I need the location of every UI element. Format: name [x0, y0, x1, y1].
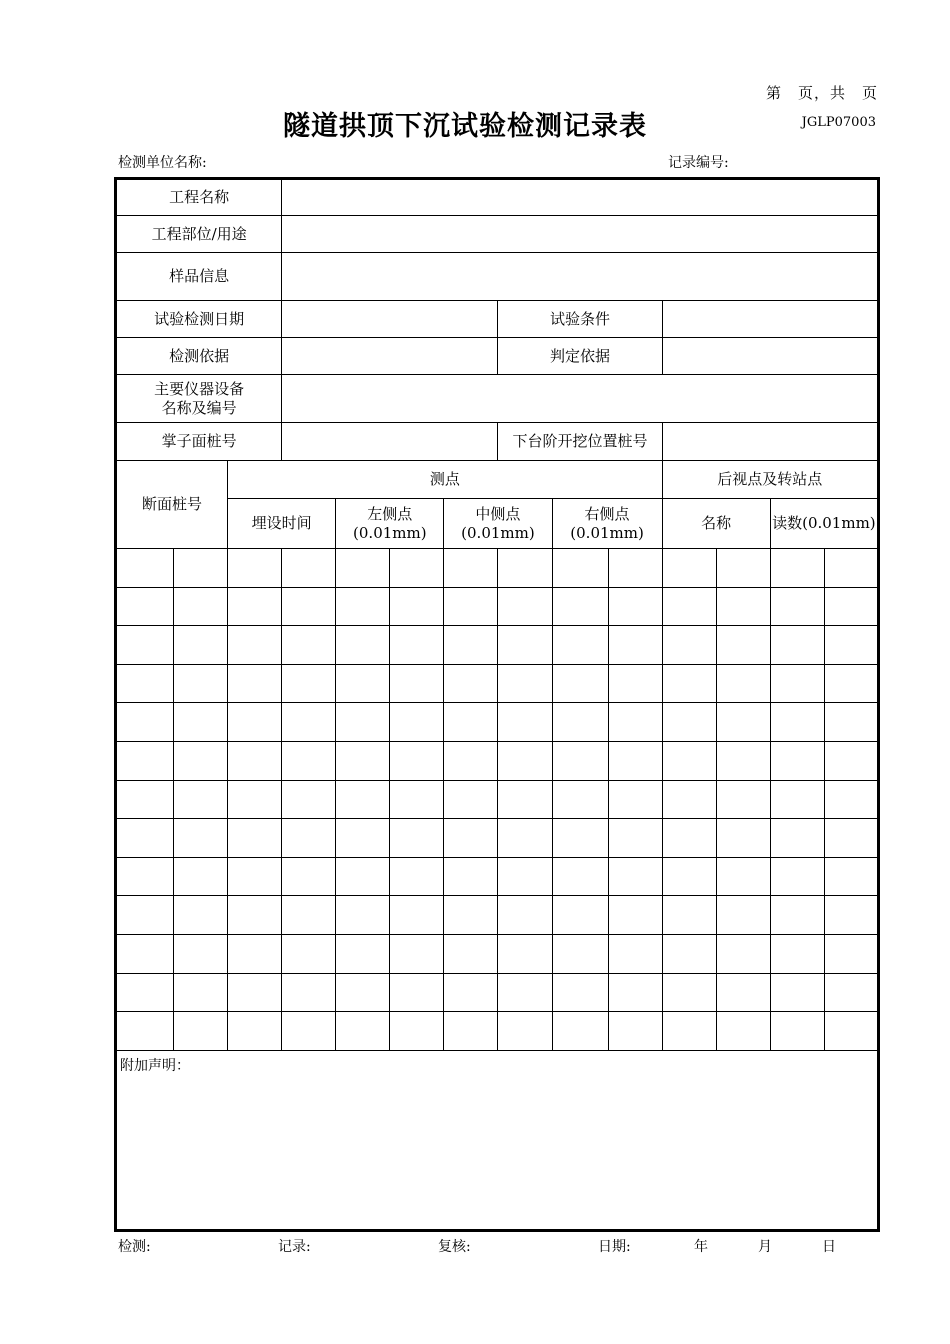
data-cell[interactable]: [608, 857, 662, 896]
data-cell[interactable]: [116, 857, 174, 896]
data-cell[interactable]: [498, 587, 552, 626]
judgment-basis-field[interactable]: [662, 338, 878, 375]
year-label: 年: [694, 1239, 708, 1255]
data-cell[interactable]: [552, 973, 608, 1012]
form-code: JGLP07003: [801, 115, 876, 130]
data-cell[interactable]: [770, 934, 824, 973]
table-row: [116, 973, 879, 1012]
data-cell[interactable]: [444, 819, 498, 858]
project-part-field[interactable]: [282, 216, 879, 253]
data-cell[interactable]: [228, 1012, 282, 1051]
data-cell[interactable]: [552, 780, 608, 819]
data-cell[interactable]: [716, 626, 770, 665]
test-basis-label: 检测依据: [116, 338, 282, 375]
data-cell[interactable]: [228, 587, 282, 626]
data-cell[interactable]: [282, 857, 336, 896]
data-cell[interactable]: [608, 741, 662, 780]
data-cell[interactable]: [662, 896, 716, 935]
table-row: [116, 587, 879, 626]
burial-time-header: 埋设时间: [228, 499, 336, 549]
data-cell[interactable]: [390, 626, 444, 665]
data-cell[interactable]: [824, 703, 878, 742]
data-cell[interactable]: [608, 1012, 662, 1051]
data-cell[interactable]: [282, 587, 336, 626]
data-cell[interactable]: [174, 587, 228, 626]
data-cell[interactable]: [824, 934, 878, 973]
data-cell[interactable]: [116, 780, 174, 819]
data-cell[interactable]: [444, 934, 498, 973]
table-row: [116, 703, 879, 742]
table-row: [116, 934, 879, 973]
data-cell[interactable]: [282, 626, 336, 665]
data-cell[interactable]: [444, 626, 498, 665]
data-cell[interactable]: [716, 549, 770, 588]
data-cell[interactable]: [716, 1012, 770, 1051]
data-cell[interactable]: [498, 1012, 552, 1051]
table-row: [116, 626, 879, 665]
data-cell[interactable]: [444, 664, 498, 703]
data-cell[interactable]: [282, 664, 336, 703]
tester-label: 检测:: [118, 1239, 151, 1255]
data-cell[interactable]: [116, 973, 174, 1012]
data-cell[interactable]: [336, 587, 390, 626]
data-cell[interactable]: [770, 703, 824, 742]
data-cell[interactable]: [498, 819, 552, 858]
bench-station-label: 下台阶开挖位置桩号: [498, 423, 662, 461]
testing-unit-label: 检测单位名称:: [118, 155, 207, 171]
data-cell[interactable]: [608, 549, 662, 588]
reviewer-label: 复核:: [438, 1239, 471, 1255]
data-cell[interactable]: [716, 587, 770, 626]
table-row: [116, 549, 879, 588]
project-name-field[interactable]: [282, 179, 879, 216]
data-cell[interactable]: [662, 587, 716, 626]
data-cell[interactable]: [662, 819, 716, 858]
data-cell[interactable]: [282, 741, 336, 780]
data-cell[interactable]: [444, 973, 498, 1012]
data-cell[interactable]: [824, 1012, 878, 1051]
left-point-header: [336, 499, 444, 549]
data-cell[interactable]: [608, 819, 662, 858]
data-cell[interactable]: [770, 819, 824, 858]
data-cell[interactable]: [552, 1012, 608, 1051]
backsight-header: 后视点及转站点: [662, 461, 878, 499]
data-cell[interactable]: [282, 549, 336, 588]
middle-point-label: 中侧点: [475, 504, 521, 523]
data-cell[interactable]: [282, 780, 336, 819]
data-cell[interactable]: [228, 626, 282, 665]
data-cell[interactable]: [228, 549, 282, 588]
measuring-points-header: 测点: [228, 461, 663, 499]
equipment-label: [116, 375, 282, 423]
data-cell[interactable]: [824, 896, 878, 935]
table-row: [116, 741, 879, 780]
page-title: 隧道拱顶下沉试验检测记录表: [283, 111, 647, 142]
data-cell[interactable]: [228, 819, 282, 858]
data-cell[interactable]: [390, 973, 444, 1012]
data-cell[interactable]: [228, 973, 282, 1012]
table-row: [116, 1012, 879, 1051]
data-cell[interactable]: [662, 1012, 716, 1051]
data-cell[interactable]: [824, 664, 878, 703]
data-cell[interactable]: [390, 587, 444, 626]
data-cell[interactable]: [552, 741, 608, 780]
data-cell[interactable]: [336, 819, 390, 858]
data-cell[interactable]: [498, 626, 552, 665]
data-cell[interactable]: [662, 664, 716, 703]
data-cell[interactable]: [390, 549, 444, 588]
project-name-label: 工程名称: [116, 179, 282, 216]
date-label: 日期:: [598, 1239, 631, 1255]
data-cell[interactable]: [552, 819, 608, 858]
data-cell[interactable]: [608, 587, 662, 626]
test-date-label: 试验检测日期: [116, 301, 282, 338]
data-cell[interactable]: [824, 819, 878, 858]
data-cell[interactable]: [336, 857, 390, 896]
data-cell[interactable]: [174, 741, 228, 780]
data-cell[interactable]: [282, 703, 336, 742]
data-cell[interactable]: [174, 819, 228, 858]
data-cell[interactable]: [228, 703, 282, 742]
data-cell[interactable]: [552, 587, 608, 626]
data-cell[interactable]: [174, 549, 228, 588]
data-cell[interactable]: [390, 780, 444, 819]
data-cell[interactable]: [228, 934, 282, 973]
data-cell[interactable]: [770, 1012, 824, 1051]
data-cell[interactable]: [116, 703, 174, 742]
data-cell[interactable]: [498, 780, 552, 819]
data-cell[interactable]: [608, 896, 662, 935]
test-basis-field[interactable]: [282, 338, 498, 375]
data-cell[interactable]: [336, 703, 390, 742]
equipment-field[interactable]: [282, 375, 879, 423]
data-cell[interactable]: [608, 703, 662, 742]
data-cell[interactable]: [444, 780, 498, 819]
data-cell[interactable]: [282, 819, 336, 858]
data-cell[interactable]: [824, 857, 878, 896]
data-cell[interactable]: [228, 741, 282, 780]
test-date-field[interactable]: [282, 301, 498, 338]
data-cell[interactable]: [282, 934, 336, 973]
data-cell[interactable]: [116, 549, 174, 588]
data-cell[interactable]: [770, 741, 824, 780]
data-cell[interactable]: [608, 780, 662, 819]
data-cell[interactable]: [336, 934, 390, 973]
bench-station-field[interactable]: [662, 423, 878, 461]
data-cell[interactable]: [662, 857, 716, 896]
data-cell[interactable]: [824, 780, 878, 819]
right-point-unit: (0.01mm): [570, 523, 644, 542]
data-cell[interactable]: [390, 934, 444, 973]
data-cell[interactable]: [608, 934, 662, 973]
record-table: [114, 177, 880, 1232]
data-cell[interactable]: [662, 973, 716, 1012]
test-conditions-field[interactable]: [662, 301, 878, 338]
data-cell[interactable]: [770, 587, 824, 626]
page-number: 第 页，共 页: [765, 84, 878, 102]
backsight-name-header: 名称: [662, 499, 770, 549]
data-cell[interactable]: [174, 896, 228, 935]
data-cell[interactable]: [444, 741, 498, 780]
data-cell[interactable]: [336, 741, 390, 780]
data-cell[interactable]: [498, 896, 552, 935]
data-cell[interactable]: [716, 780, 770, 819]
record-number-label: 记录编号:: [668, 155, 729, 171]
data-cell[interactable]: [770, 973, 824, 1012]
data-cell[interactable]: [116, 664, 174, 703]
data-cell[interactable]: [116, 587, 174, 626]
data-cell[interactable]: [552, 626, 608, 665]
data-cell[interactable]: [336, 664, 390, 703]
face-station-field[interactable]: [282, 423, 498, 461]
data-cell[interactable]: [390, 819, 444, 858]
recorder-label: 记录:: [278, 1239, 311, 1255]
data-cell[interactable]: [174, 857, 228, 896]
data-cell[interactable]: [336, 626, 390, 665]
data-cell[interactable]: [552, 857, 608, 896]
data-cell[interactable]: [552, 549, 608, 588]
data-cell[interactable]: [174, 664, 228, 703]
data-cell[interactable]: [716, 819, 770, 858]
data-cell[interactable]: [444, 1012, 498, 1051]
backsight-reading-header: 读数(0.01mm): [770, 499, 878, 549]
data-cell[interactable]: [608, 973, 662, 1012]
data-cell[interactable]: [770, 857, 824, 896]
test-conditions-label: 试验条件: [498, 301, 662, 338]
data-cell[interactable]: [662, 626, 716, 665]
data-cell[interactable]: [390, 896, 444, 935]
data-cell[interactable]: [770, 664, 824, 703]
data-cell[interactable]: [116, 934, 174, 973]
data-cell[interactable]: [770, 896, 824, 935]
data-cell[interactable]: [498, 934, 552, 973]
equipment-label-line2: 名称及编号: [161, 398, 237, 417]
data-cell[interactable]: [116, 819, 174, 858]
data-cell[interactable]: [552, 896, 608, 935]
data-cell[interactable]: [336, 896, 390, 935]
data-cell[interactable]: [662, 934, 716, 973]
data-cell[interactable]: [716, 857, 770, 896]
remarks-section[interactable]: [116, 1050, 879, 1230]
data-cell[interactable]: [716, 741, 770, 780]
data-cell[interactable]: [662, 741, 716, 780]
data-cell[interactable]: [498, 664, 552, 703]
data-cell[interactable]: [390, 1012, 444, 1051]
data-cell[interactable]: [824, 587, 878, 626]
data-cell[interactable]: [608, 626, 662, 665]
table-row: [116, 857, 879, 896]
middle-point-unit: (0.01mm): [461, 523, 535, 542]
data-cell[interactable]: [824, 973, 878, 1012]
data-cell[interactable]: [228, 857, 282, 896]
data-cell[interactable]: [390, 857, 444, 896]
data-cell[interactable]: [552, 703, 608, 742]
data-rows: [116, 549, 879, 1051]
data-cell[interactable]: [716, 934, 770, 973]
data-cell[interactable]: [662, 703, 716, 742]
left-point-label: 左侧点: [367, 504, 413, 523]
data-cell[interactable]: [716, 664, 770, 703]
table-row: [116, 664, 879, 703]
data-cell[interactable]: [770, 549, 824, 588]
data-cell[interactable]: [336, 549, 390, 588]
data-cell[interactable]: [390, 664, 444, 703]
remarks-label: 附加声明：: [120, 1057, 190, 1074]
data-cell[interactable]: [444, 896, 498, 935]
data-cell[interactable]: [444, 857, 498, 896]
data-cell[interactable]: [824, 549, 878, 588]
data-cell[interactable]: [552, 934, 608, 973]
data-cell[interactable]: [228, 664, 282, 703]
face-station-label: 掌子面桩号: [116, 423, 282, 461]
data-cell[interactable]: [608, 664, 662, 703]
data-cell[interactable]: [716, 703, 770, 742]
data-cell[interactable]: [444, 587, 498, 626]
data-cell[interactable]: [174, 703, 228, 742]
data-cell[interactable]: [116, 1012, 174, 1051]
data-cell[interactable]: [498, 549, 552, 588]
data-cell[interactable]: [116, 896, 174, 935]
judgment-basis-label: 判定依据: [498, 338, 662, 375]
data-cell[interactable]: [116, 741, 174, 780]
data-cell[interactable]: [390, 703, 444, 742]
data-cell[interactable]: [662, 549, 716, 588]
data-cell[interactable]: [282, 1012, 336, 1051]
data-cell[interactable]: [770, 780, 824, 819]
data-cell[interactable]: [336, 780, 390, 819]
data-cell[interactable]: [174, 626, 228, 665]
data-cell[interactable]: [444, 703, 498, 742]
data-cell[interactable]: [228, 780, 282, 819]
data-cell[interactable]: [174, 780, 228, 819]
table-row: [116, 896, 879, 935]
data-cell[interactable]: [116, 626, 174, 665]
right-point-header: [552, 499, 662, 549]
data-cell[interactable]: [498, 973, 552, 1012]
day-label: 日: [822, 1239, 836, 1255]
data-cell[interactable]: [498, 857, 552, 896]
data-cell[interactable]: [174, 973, 228, 1012]
data-cell[interactable]: [444, 549, 498, 588]
data-cell[interactable]: [228, 896, 282, 935]
data-cell[interactable]: [824, 626, 878, 665]
middle-point-header: [444, 499, 552, 549]
data-cell[interactable]: [174, 934, 228, 973]
sample-info-field[interactable]: [282, 253, 879, 301]
data-cell[interactable]: [824, 741, 878, 780]
data-cell[interactable]: [336, 1012, 390, 1051]
left-point-unit: (0.01mm): [353, 523, 427, 542]
data-cell[interactable]: [716, 896, 770, 935]
equipment-label-line1: 主要仪器设备: [154, 379, 245, 398]
data-cell[interactable]: [770, 626, 824, 665]
data-cell[interactable]: [716, 973, 770, 1012]
section-station-header: 断面桩号: [116, 461, 228, 549]
data-cell[interactable]: [390, 741, 444, 780]
data-cell[interactable]: [662, 780, 716, 819]
data-cell[interactable]: [552, 664, 608, 703]
sample-info-label: 样品信息: [116, 253, 282, 301]
table-row: [116, 780, 879, 819]
data-cell[interactable]: [282, 896, 336, 935]
right-point-label: 右侧点: [584, 504, 630, 523]
project-part-label: 工程部位/用途: [116, 216, 282, 253]
data-cell[interactable]: [174, 1012, 228, 1051]
data-cell[interactable]: [498, 703, 552, 742]
data-cell[interactable]: [282, 973, 336, 1012]
table-row: [116, 819, 879, 858]
data-cell[interactable]: [498, 741, 552, 780]
data-cell[interactable]: [336, 973, 390, 1012]
month-label: 月: [758, 1239, 772, 1255]
